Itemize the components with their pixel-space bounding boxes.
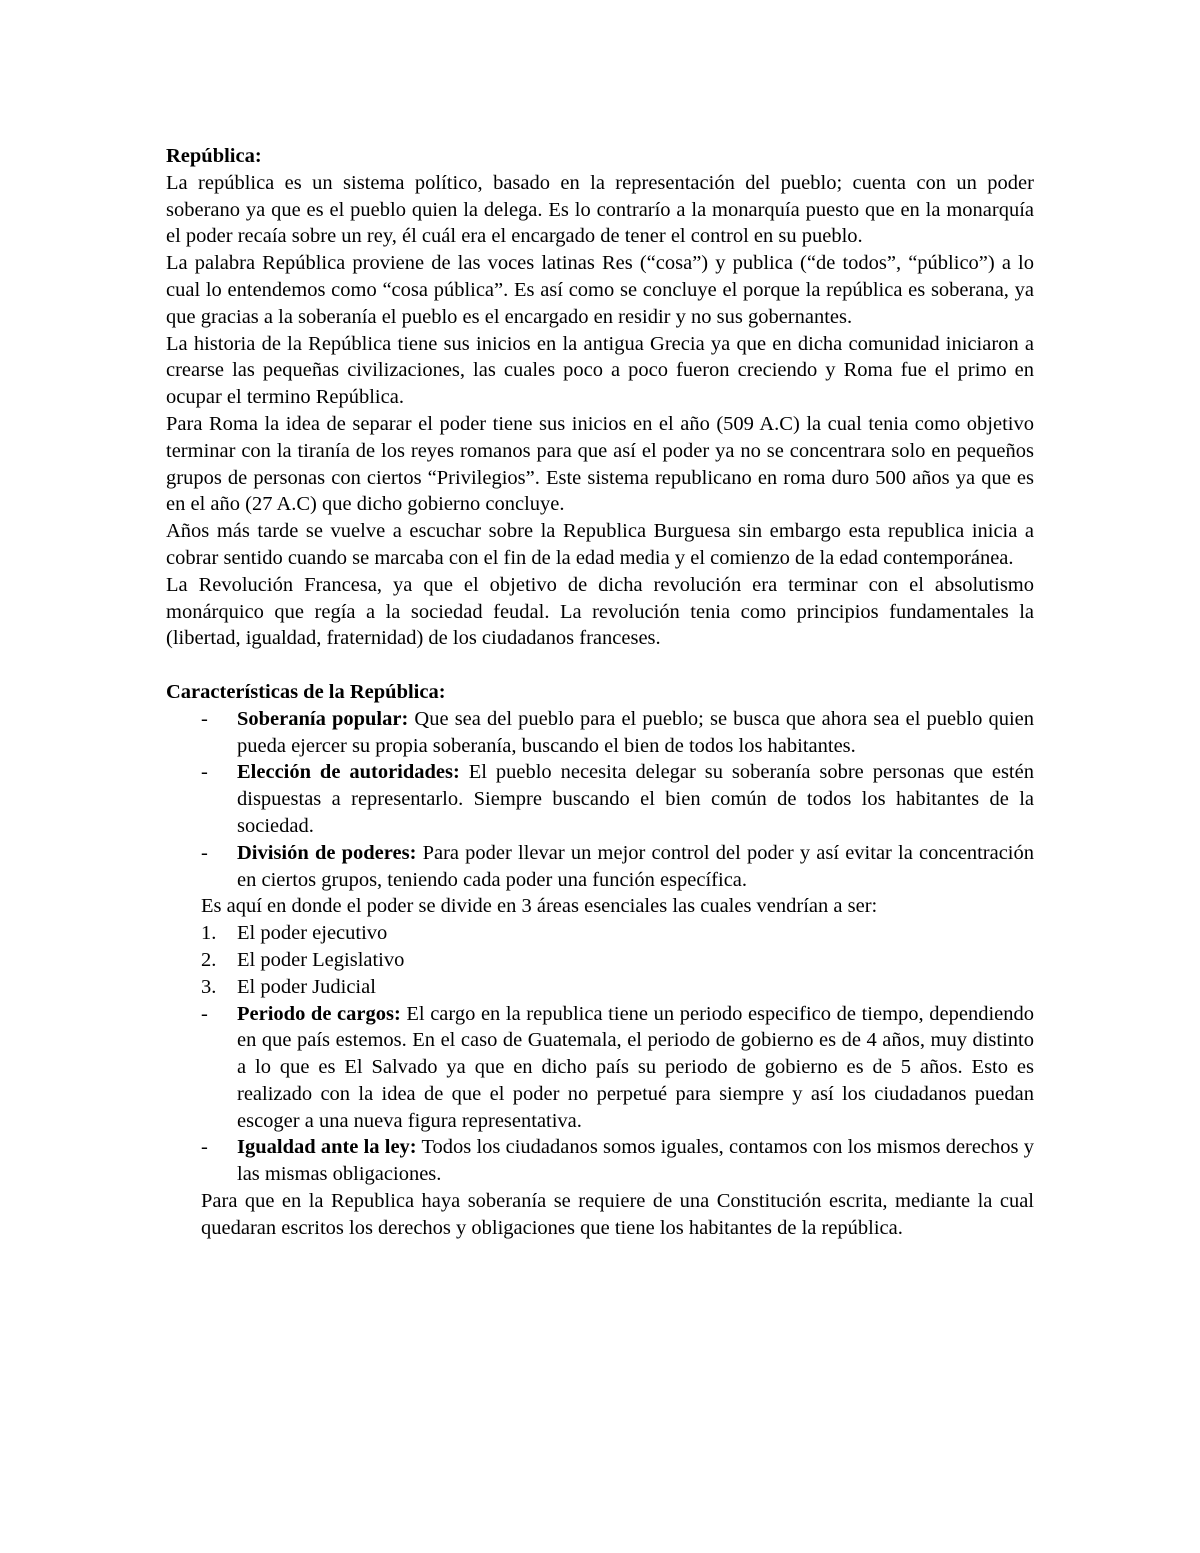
list-item-text: Que sea del pueblo para el pueblo; se busca que ahora sea el pueblo quien pueda ejercer su propia soberanía, buscando el bien de todos los habitantes. [237,707,1034,757]
paragraph: La Revolución Francesa, ya que el objetivo de dicha revolución era terminar con el absolutismo monárquico que regía a la sociedad feudal. La revolución tenia como principios fundamentales la (libertad, igualdad, fraternidad) de los ciudadanos franceses. [166,573,1034,650]
section-heading-caracteristicas: Características de la República: [166,680,446,703]
paragraph: Para Roma la idea de separar el poder tiene sus inicios en el año (509 A.C) la cual tenia como objetivo terminar con la tiranía de los reyes romanos para que así el poder ya no se concentrara solo en pequeños grupos de personas con ciertos “Privilegios”. Este sistema republicano en roma duro 500 años ya que es en el año (27 A.C) que dicho gobierno concluye. [166,412,1034,516]
list-number: 3. [201,975,217,998]
list-item [166,840,1034,894]
list-item-term: Periodo de cargos: [237,1002,401,1025]
paragraph: La historia de la República tiene sus inicios en la antigua Grecia ya que en dicha comunidad iniciaron a crearse las pequeñas civilizaciones, las cuales poco a poco fueron creciendo y Roma fue el primo en ocupar el termino República. [166,332,1034,409]
list-item-text: El pueblo necesita delegar su soberanía sobre personas que estén dispuestas a representarlo. Siempre buscando el bien común de todos los habitantes de la sociedad. [237,761,1034,837]
characteristics-list-continued [166,1001,1034,1189]
list-item-text: Para poder llevar un mejor control del poder y así evitar la concentración en ciertos grupos, teniendo cada poder una función específica. [237,841,1034,891]
list-item-text: El poder Legislativo [237,948,405,971]
list-item-term: Elección de autoridades: [237,761,460,784]
list-item [166,1134,1034,1188]
list-item-text: Todos los ciudadanos somos iguales, contamos con los mismos derechos y las mismas obligaciones. [237,1136,1034,1186]
dash-bullet: - [201,761,208,784]
powers-list [166,920,1034,1000]
list-item [166,974,1034,1001]
paragraph: La palabra República proviene de las voces latinas Res (“cosa”) y publica (“de todos”, “público”) a lo cual lo entendemos como “cosa pública”. Es así como se concluye el porque la república es soberana, ya que gracias a la soberanía el pueblo es el encargado en residir y no sus gobernantes. [166,252,1034,328]
list-item-term: Igualdad ante la ley: [237,1136,417,1159]
list-number: 1. [201,922,217,945]
list-item [166,706,1034,760]
list-item [166,947,1034,974]
dash-bullet: - [201,841,208,864]
list-item-text: El poder ejecutivo [237,922,388,945]
dash-bullet: - [201,1002,208,1025]
paragraph: La república es un sistema político, basado en la representación del pueblo; cuenta con un poder soberano ya que es el pueblo quien la delega. Es lo contrarío a la monarquía puesto que en la monarquía el poder recaía sobre un rey, él cuál era el encargado de tener el control en su pueblo. [166,171,1034,248]
list-item-text: El poder Judicial [237,975,376,998]
list-item-text: El cargo en la republica tiene un periodo especifico de tiempo, dependiendo en que país estemos. En el caso de Guatemala, el periodo de gobierno es de 4 años, muy distinto a lo que es El Salvado ya que en dicho país su periodo de gobierno es de 5 años. Esto es realizado con la idea de que el poder no perpetué para siempre y así los ciudadanos puedan escoger a una nueva figura representativa. [237,1002,1034,1132]
dash-bullet: - [201,1136,208,1159]
document-page [166,143,1034,1242]
list-item-term: Soberanía popular: [237,707,409,730]
characteristics-list [166,706,1034,894]
list-item [166,920,1034,947]
list-item [166,759,1034,839]
division-intro: Es aquí en donde el poder se divide en 3 áreas esenciales las cuales vendrían a ser: [201,895,878,918]
list-item-term: División de poderes: [237,841,417,864]
paragraph: Años más tarde se vuelve a escuchar sobre la Republica Burguesa sin embargo esta republica inicia a cobrar sentido cuando se marcaba con el fin de la edad media y el comienzo de la edad contemporánea. [166,520,1034,569]
blank-line [166,652,1034,679]
closing-paragraph: Para que en la Republica haya soberanía se requiere de una Constitución escrita, mediante la cual quedaran escritos los derechos y obligaciones que tiene los habitantes de la república. [201,1190,1034,1239]
section-heading-republica: República: [166,145,262,167]
list-item [166,1001,1034,1135]
list-number: 2. [201,948,217,971]
dash-bullet: - [201,707,208,730]
